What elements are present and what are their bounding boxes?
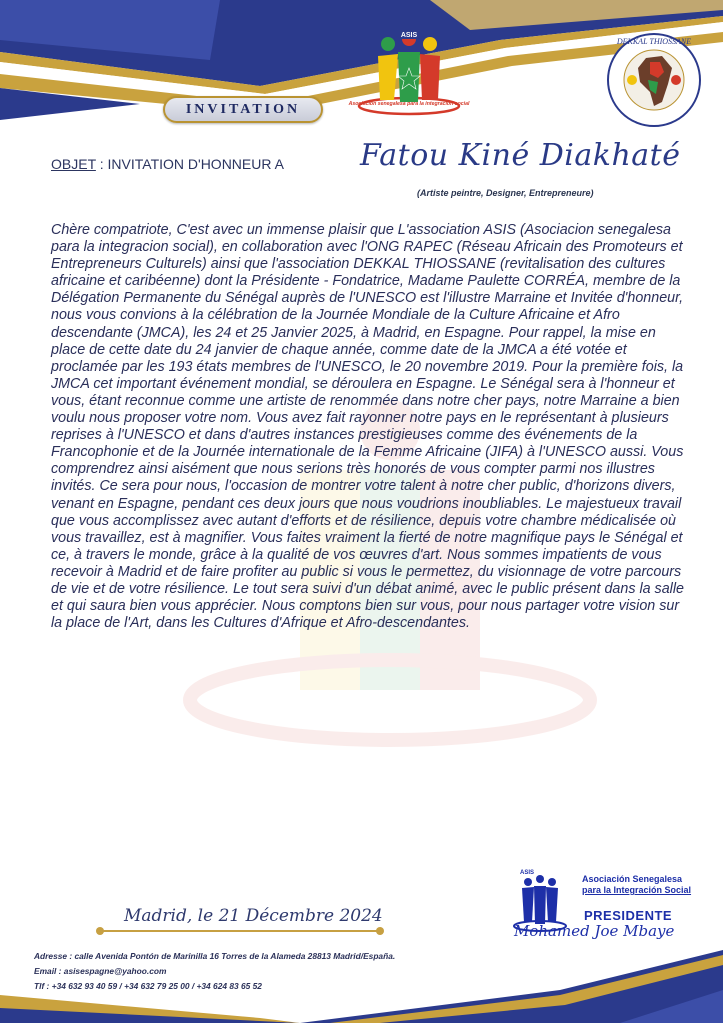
invitation-badge [163,96,323,123]
president-stamp [512,868,702,954]
subject-text: : INVITATION D'HONNEUR A [95,156,284,172]
invitation-badge-label: INVITATION [185,102,301,117]
asis-logo-caption: Asociación senegalesa para la integración social [348,101,470,107]
footer-address: Adresse : calle Avenida Pontón de Marinilla 16 Torres de la Alameda 28813 Madrid/España. [34,951,396,961]
footer-contact [34,949,395,994]
underline-dot-right [376,927,384,935]
footer-email: Email : asisespagne@yahoo.com [34,966,167,976]
letter-body: Chère compatriote, C'est avec un immense plaisir que L'association ASIS (Asociacion senegalesa para la integracion social), en collaboration avec l'ONG RAPEC (Réseau Africain des Promoteurs et Entrepreneurs Culturels) ainsi que l'association DEKKAL THIOSSANE (revitalisation des cultures africaine et caribéenne) dont la Présidente - Fondatrice, Madame Paulette CORRÉA, membre de la Délégation Permanente du Sénégal auprès de l'UNESCO est l'illustre Marraine et Invitée d'honneur, nous vous convions à la célébration de la Journée Mondiale de la Culture Africaine et Afro descendante (JMCA), les 24 et 25 Janvier 2025, à Madrid, en Espagne. Pour rappel, la mise en place de cette date du 24 janvier de chaque année, comme date de la JMCA a été votée et proclamée par les 193 états membres de l'UNESCO, le 20 novembre 2019. Pour la première fois, la JMCA cet important événement mondial, se déroulera en Espagne. Le Sénégal sera à l'honneur et vous, étant reconnue comme une artiste de renommée dans notre cher pays, notre Marraine a bien voulu nous proposer votre nom. Vous avez fait rayonner notre pays en le représentant à plusieurs reprises à l'UNESCO et dans d'autres instances prestigieuses comme des événements de la Francophonie et de la Journée internationale de la Femme Africaine (JIFA) à l'UNESCO aussi. Vous comprendrez ainsi aisément que nous serions très honorés de vous compter parmi nos illustres invités. Ce sera pour nous, l'occasion de montrer votre talent à notre cher public, d'horizons divers, venant en Espagne, pendant ces deux jours que nous voudrions inoubliables. Le majestueux travail que vous accomplissez avec autant d'efforts et de résilience, depuis votre chambre médicalisée où vous travaillez, est à magnifier. Vous faites vraiment la fierté de notre magnifique pays le Sénégal et ce, à travers le monde, grâce à la qualité de vos œuvres d'art. Nous sommes impatients de vous recevoir à Madrid et de faire profiter au public si vous le permettez, du visionnage de votre parcours de vie et de votre résilience. Le tout sera suivi d'un débat animé, avec le public présent dans la salle et qui saura bien vous apprécier. Nous comptons bien sur vous, pour nous partager votre vision sur la place de l'Art, dans les Cultures d'Afrique et Afro-descendantes. [51,222,684,632]
dekkal-thiossane-logo [606,32,702,128]
stamp-org-line2: para la Integración Social [582,885,692,895]
place-date: Madrid, le 21 Décembre 2024 [124,906,383,926]
honoree-title: (Artiste peintre, Designer, Entrepreneure) [417,188,594,198]
date-underline [100,930,380,932]
subject-line [51,156,284,172]
underline-dot-left [96,927,104,935]
footer-phone: Tlf : +34 632 93 40 59 / +34 632 79 25 00 / +34 624 83 65 52 [34,981,262,991]
stamp-role: PRESIDENTE [584,908,673,923]
president-signature: Mohamed Joe Mbaye [514,922,675,940]
stamp-logo-text: ASIS [520,870,535,876]
dekkal-logo-text: DEKKAL THIOSSANE [616,37,692,46]
asis-logo-text: ASIS [400,32,418,39]
stamp-org-line1: Asociación Senegalesa [582,874,683,884]
subject-label: OBJET [51,156,96,172]
honoree-name: Fatou Kiné Diakhaté [360,138,681,173]
